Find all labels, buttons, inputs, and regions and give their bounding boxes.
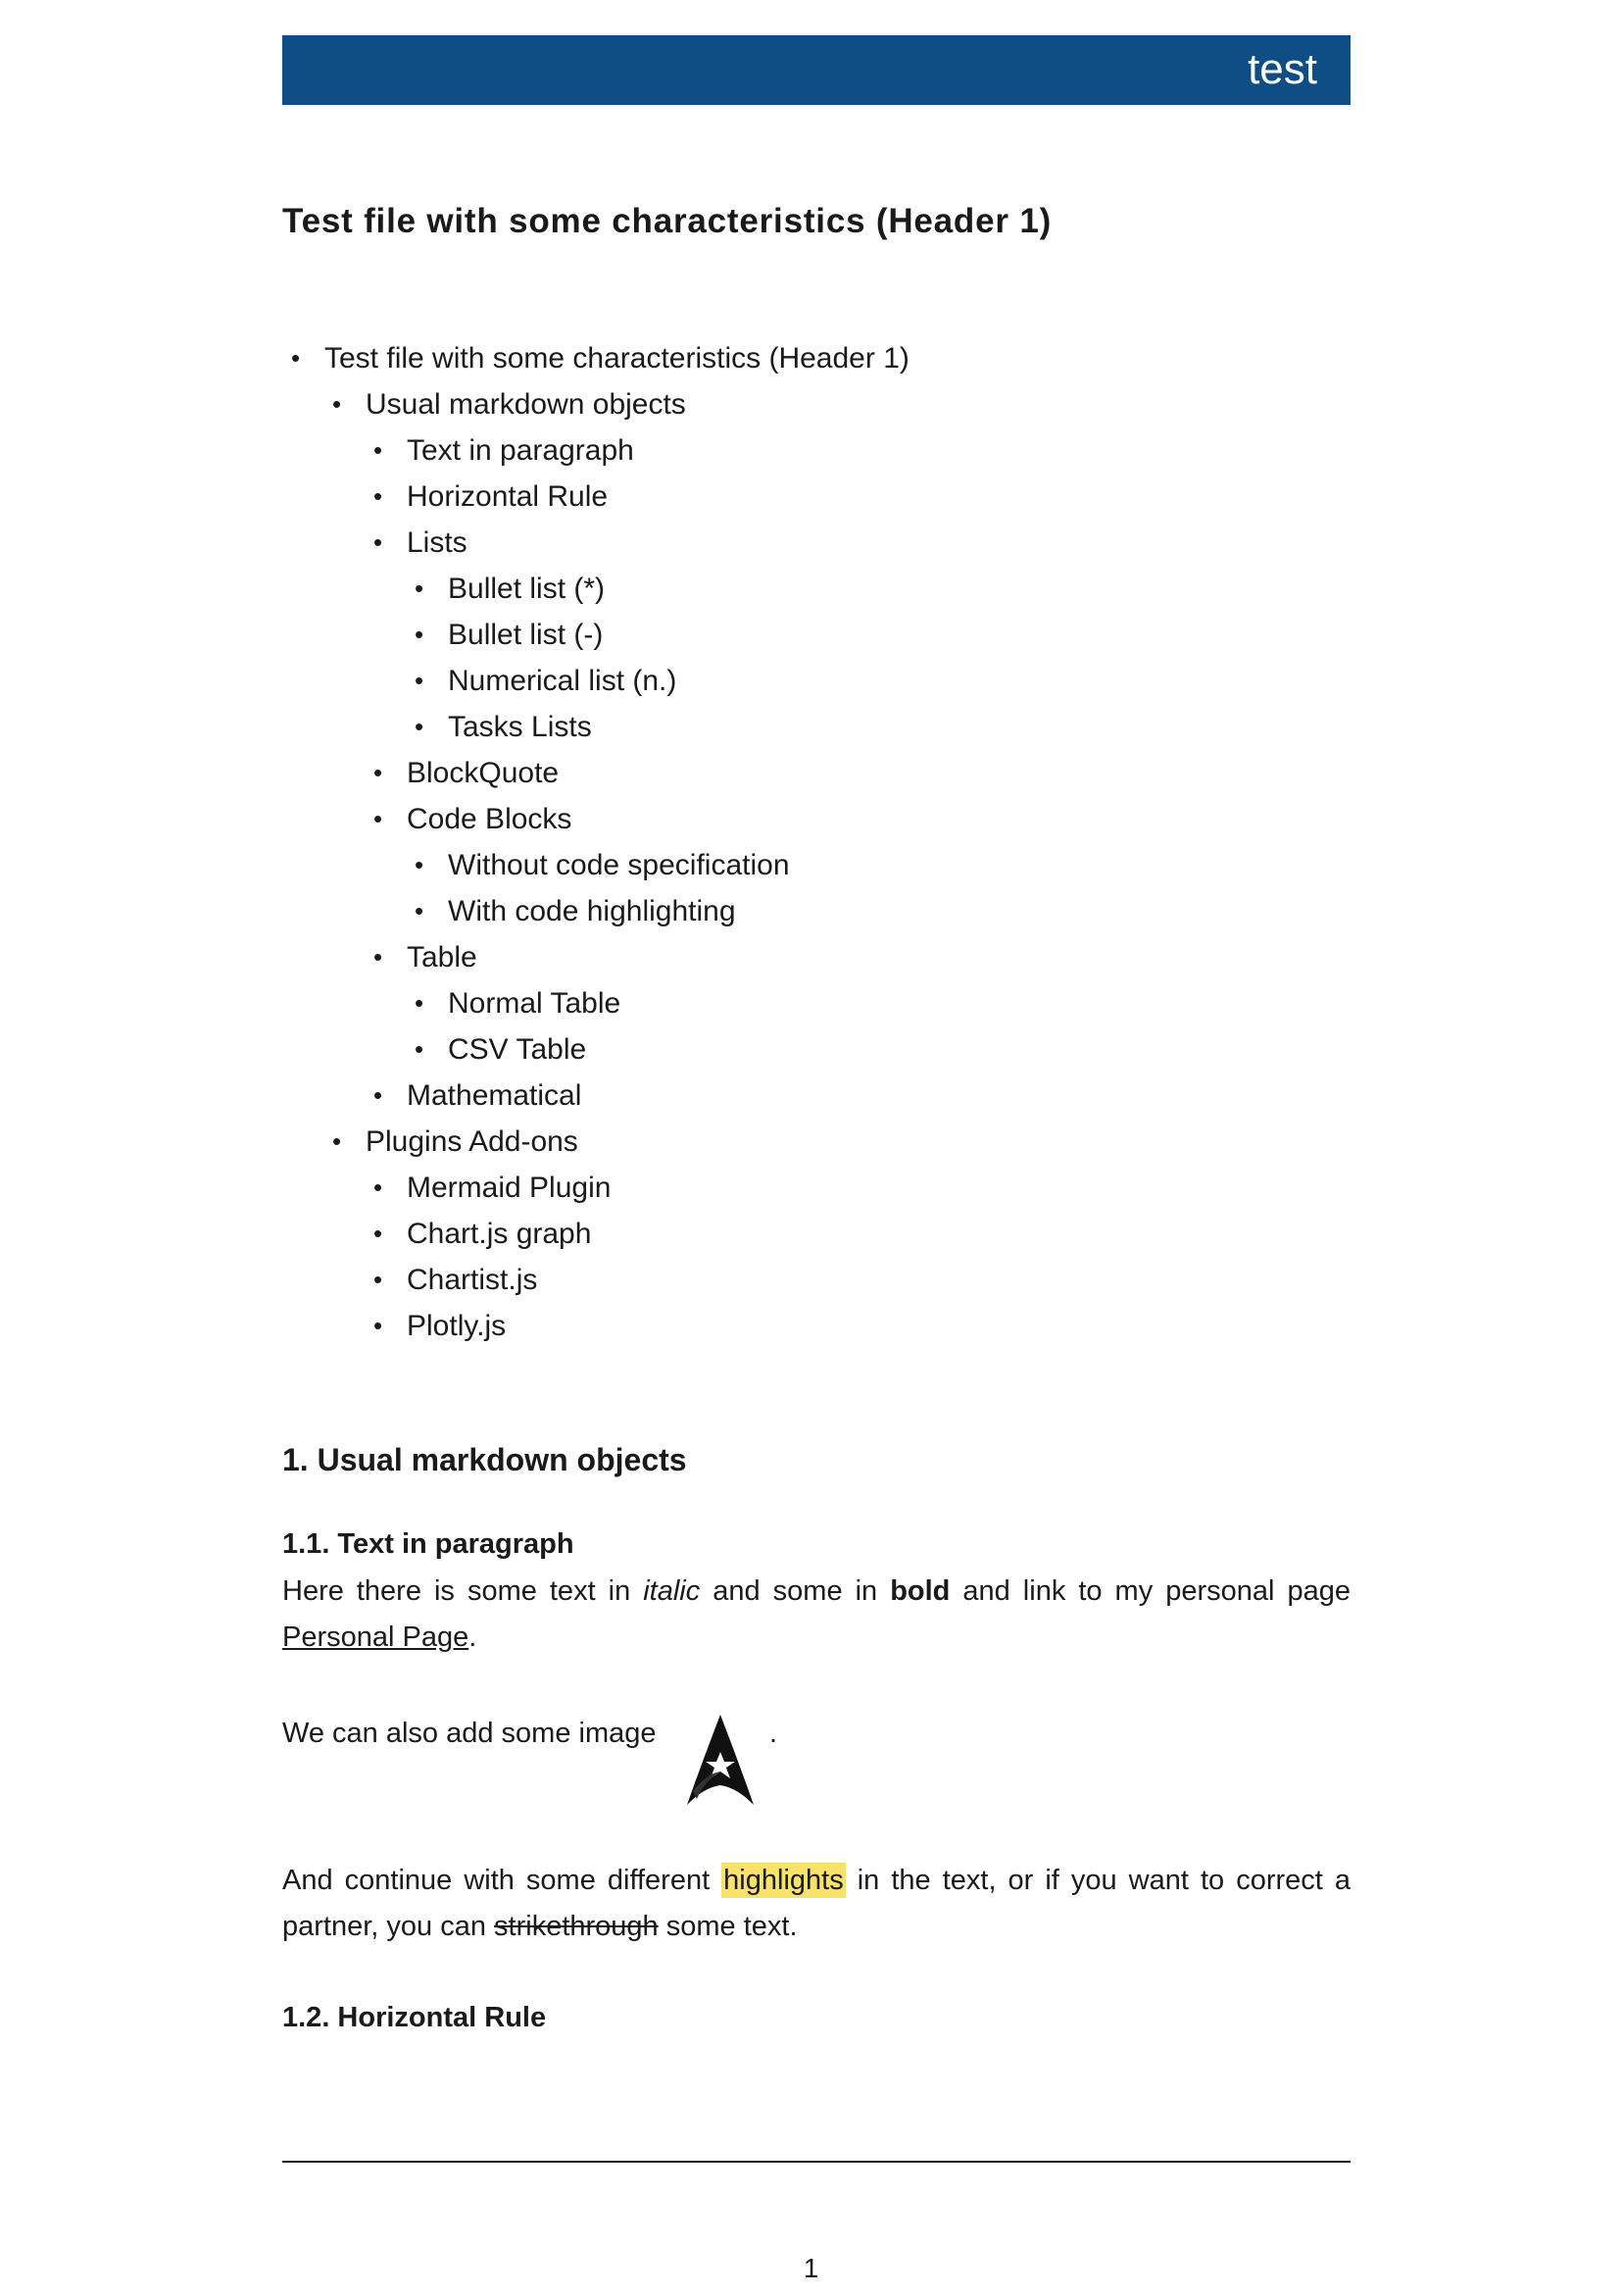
bullet-icon: • (373, 942, 383, 972)
strikethrough-text: strikethrough (494, 1911, 659, 1942)
page-number: 1 (803, 2253, 819, 2283)
subsection-heading-horizontal-rule: 1.2. Horizontal Rule (282, 2002, 547, 2033)
toc-item-label: Numerical list (n.) (448, 665, 677, 697)
bullet-icon: • (415, 850, 424, 879)
highlighted-text: highlights (723, 1865, 844, 1896)
starfleet-insignia-icon (681, 1711, 760, 1809)
toc-item[interactable] (282, 612, 1351, 658)
toc-item[interactable] (282, 934, 1351, 980)
bullet-icon: • (415, 712, 424, 741)
toc-item[interactable] (282, 1211, 1351, 1257)
section-heading-usual-markdown: 1. Usual markdown objects (282, 1442, 687, 1477)
toc-item-label: Mermaid Plugin (407, 1172, 612, 1204)
toc-item-label: Tasks Lists (448, 711, 592, 743)
bullet-icon: • (415, 574, 424, 603)
toc-item-label: Plugins Add-ons (366, 1125, 578, 1158)
toc-item-label: Without code specification (448, 849, 790, 881)
paragraph-text-formatting (282, 1569, 1351, 1661)
toc-item[interactable] (282, 888, 1351, 934)
para-text: And continue with some different (282, 1865, 722, 1896)
bullet-icon: • (373, 1219, 383, 1248)
toc-item[interactable] (282, 566, 1351, 612)
toc-item[interactable] (282, 1303, 1351, 1349)
toc-item-label: Normal Table (448, 987, 621, 1020)
personal-page-link[interactable]: Personal Page (282, 1622, 469, 1653)
toc-item-label: Text in paragraph (407, 434, 634, 467)
toc-item[interactable] (282, 704, 1351, 750)
toc-item[interactable] (282, 980, 1351, 1026)
toc-item-label: With code highlighting (448, 895, 736, 927)
horizontal-rule (282, 2161, 1351, 2163)
para-text: and link to my personal page (950, 1575, 1351, 1607)
toc-item[interactable] (282, 750, 1351, 796)
para-text: . (468, 1622, 477, 1653)
toc-item[interactable] (282, 796, 1351, 842)
toc-item-label: Chart.js graph (407, 1218, 592, 1250)
bullet-icon: • (373, 527, 383, 557)
toc-item[interactable] (282, 658, 1351, 704)
toc-item[interactable] (282, 335, 1351, 381)
bullet-icon: • (373, 1173, 383, 1202)
bold-text: bold (890, 1575, 951, 1607)
bullet-icon: • (373, 1311, 383, 1340)
bullet-icon: • (415, 1034, 424, 1064)
toc-item[interactable] (282, 474, 1351, 520)
bullet-icon: • (332, 389, 342, 419)
header-banner (282, 35, 1351, 105)
toc-item[interactable] (282, 842, 1351, 888)
bullet-icon: • (291, 343, 301, 373)
bullet-icon: • (415, 896, 424, 925)
toc-item-label: Plotly.js (407, 1310, 507, 1342)
image-line-end: . (769, 1718, 778, 1749)
bullet-icon: • (415, 988, 424, 1018)
toc-item[interactable] (282, 427, 1351, 474)
toc-item-label: Table (407, 941, 477, 973)
bullet-icon: • (373, 758, 383, 787)
subsection-heading-text-in-paragraph: 1.1. Text in paragraph (282, 1528, 574, 1560)
toc-item[interactable] (282, 1026, 1351, 1073)
bullet-icon: • (373, 804, 383, 833)
toc-item[interactable] (282, 381, 1351, 427)
banner-text: test (1248, 45, 1317, 93)
para-text: some text. (658, 1911, 798, 1942)
image-line-text: We can also add some image (282, 1718, 657, 1749)
toc-item[interactable] (282, 1257, 1351, 1303)
toc-item-label: Bullet list (-) (448, 619, 604, 651)
bullet-icon: • (415, 666, 424, 695)
bullet-icon: • (415, 620, 424, 649)
para-text: in the text, or if you want to correct a partner, you can (282, 1865, 1351, 1942)
toc-item-label: Bullet list (*) (448, 573, 606, 605)
document-title: Test file with some characteristics (Header 1) (282, 202, 1053, 240)
toc-item-label: BlockQuote (407, 757, 560, 789)
table-of-contents (282, 335, 1351, 1349)
toc-item-label: Usual markdown objects (366, 388, 686, 421)
toc-item[interactable] (282, 520, 1351, 566)
paragraph-highlights (282, 1858, 1351, 1950)
toc-item-label: Horizontal Rule (407, 480, 609, 513)
toc-item-label: Chartist.js (407, 1264, 538, 1296)
toc-item-label: Test file with some characteristics (Header 1) (324, 342, 909, 374)
bullet-icon: • (373, 435, 383, 465)
para-text: and some in (700, 1575, 891, 1607)
toc-item[interactable] (282, 1119, 1351, 1165)
bullet-icon: • (332, 1126, 342, 1156)
toc-item-label: CSV Table (448, 1033, 587, 1066)
bullet-icon: • (373, 1080, 383, 1110)
toc-item-label: Mathematical (407, 1079, 582, 1112)
italic-text: italic (643, 1575, 701, 1607)
toc-item[interactable] (282, 1073, 1351, 1119)
bullet-icon: • (373, 481, 383, 511)
para-text: Here there is some text in (282, 1575, 644, 1607)
toc-item-label: Lists (407, 526, 467, 559)
bullet-icon: • (373, 1265, 383, 1294)
toc-item-label: Code Blocks (407, 803, 572, 835)
toc-item[interactable] (282, 1165, 1351, 1211)
